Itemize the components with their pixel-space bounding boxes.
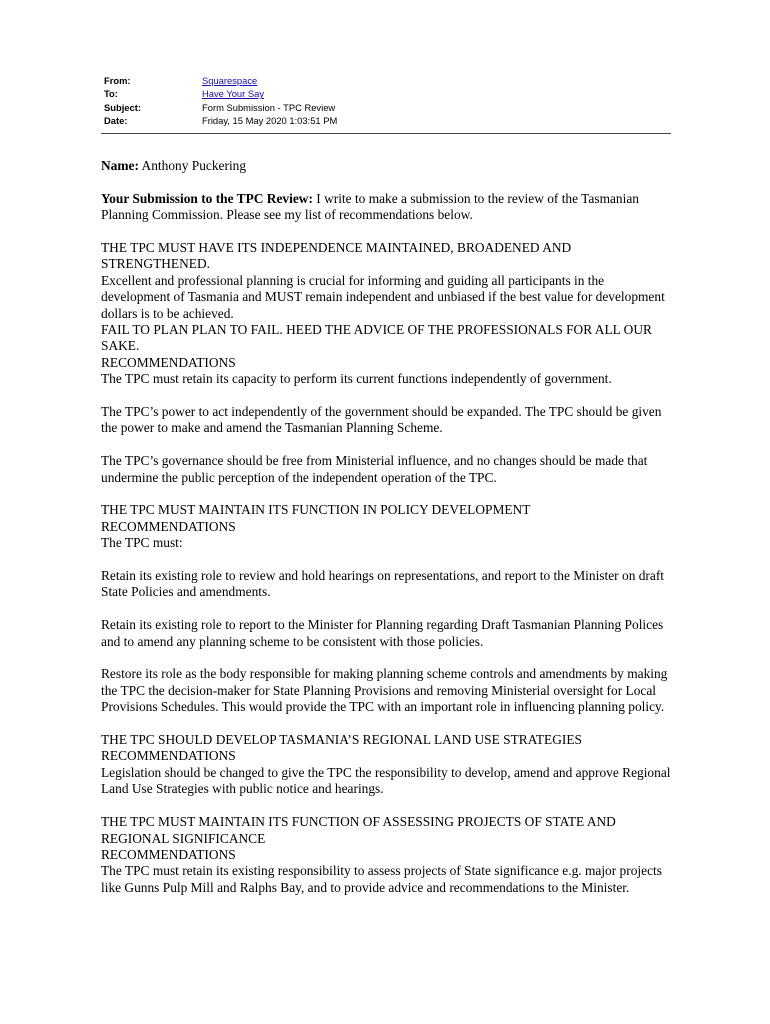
name-line — [101, 158, 673, 174]
paragraph: The TPC must: — [101, 535, 183, 551]
recommendation: The TPC must retain its capacity to perform its current functions independently of government. — [101, 371, 612, 387]
section-heading-regional: THE TPC SHOULD DEVELOP TASMANIA’S REGIONAL LAND USE STRATEGIES — [101, 732, 582, 748]
spacer — [101, 601, 673, 617]
submission-body — [101, 158, 673, 896]
recommendation: The TPC’s power to act independently of the government should be expanded. The TPC should be given the power to make and amend the Tasmanian Planning Scheme. — [101, 404, 662, 436]
recommendation: The TPC must retain its existing responsibility to assess projects of State significance e.g. major projects like Gunns Pulp Mill and Ralphs Bay, and to provide advice and recommendations to the Minister. — [101, 863, 662, 895]
spacer — [101, 552, 673, 568]
recommendations-heading: RECOMMENDATIONS — [101, 748, 236, 764]
spacer — [101, 437, 673, 453]
paragraph: FAIL TO PLAN PLAN TO FAIL. HEED THE ADVICE OF THE PROFESSIONALS FOR ALL OUR SAKE. — [101, 322, 652, 354]
to-link[interactable]: Have Your Say — [202, 88, 265, 100]
intro-label: Your Submission to the TPC Review: — [101, 190, 313, 206]
spacer — [101, 388, 673, 404]
from-link[interactable]: Squarespace — [202, 75, 258, 86]
recommendation: Legislation should be changed to give the TPC the responsibility to develop, amend and approve Regional Land Use Strategies with public notice and hearings. — [101, 764, 671, 797]
spacer — [101, 486, 673, 502]
name-value: Anthony Puckering — [138, 158, 247, 173]
recommendations-heading: RECOMMENDATIONS — [101, 518, 236, 534]
to-label: To: — [104, 88, 118, 100]
spacer — [101, 650, 673, 666]
subject-label: Subject: — [104, 101, 141, 113]
spacer — [101, 716, 673, 732]
spacer — [101, 798, 673, 814]
intro-text: I write to make a submission to the review of the Tasmanian Planning Commission. Please see my list of recommendations below. — [101, 190, 639, 223]
date-label: Date: — [104, 114, 128, 126]
section-heading-independence: THE TPC MUST HAVE ITS INDEPENDENCE MAINTAINED, BROADENED AND STRENGTHENED. — [101, 240, 572, 272]
paragraph: Excellent and professional planning is crucial for informing and guiding all participants in the development of Tasmania and MUST remain independent and unbiased if the best value for development dollars is to be achieved. — [101, 272, 665, 321]
date-row — [104, 114, 674, 127]
subject-value: Form Submission - TPC Review — [202, 101, 336, 113]
intro-paragraph — [101, 191, 673, 224]
recommendation: Retain its existing role to review and hold hearings on representations, and report to the Minister on draft State Policies and amendments. — [101, 568, 665, 600]
section-heading-projects: THE TPC MUST MAINTAIN ITS FUNCTION OF ASSESSING PROJECTS OF STATE AND REGIONAL SIGNIFICANCE — [101, 814, 616, 846]
recommendation: The TPC’s governance should be free from Ministerial influence, and no changes should be made that undermine the public perception of the independent operation of the TPC. — [101, 453, 648, 485]
recommendations-heading: RECOMMENDATIONS — [101, 354, 236, 370]
email-header — [104, 74, 674, 127]
recommendation: Restore its role as the body responsible for making planning scheme controls and amendments by making the TPC the decision-maker for State Planning Provisions and removing Ministerial oversight for Local Provisions Schedules. This would provide the TPC with an important role in influencing planning policy. — [101, 666, 668, 715]
date-value: Friday, 15 May 2020 1:03:51 PM — [202, 114, 338, 126]
recommendation: Retain its existing role to report to the Minister for Planning regarding Draft Tasmanian Planning Polices and to amend any planning scheme to be consistent with those policies. — [101, 617, 664, 649]
section-heading-policy: THE TPC MUST MAINTAIN ITS FUNCTION IN POLICY DEVELOPMENT — [101, 502, 531, 518]
subject-row — [104, 101, 674, 114]
recommendations-heading: RECOMMENDATIONS — [101, 846, 236, 862]
spacer — [101, 174, 673, 190]
name-label: Name: — [101, 158, 139, 173]
from-row — [104, 74, 674, 87]
spacer — [101, 224, 673, 240]
header-divider — [101, 133, 671, 134]
from-label: From: — [104, 75, 131, 86]
to-row — [104, 87, 674, 100]
